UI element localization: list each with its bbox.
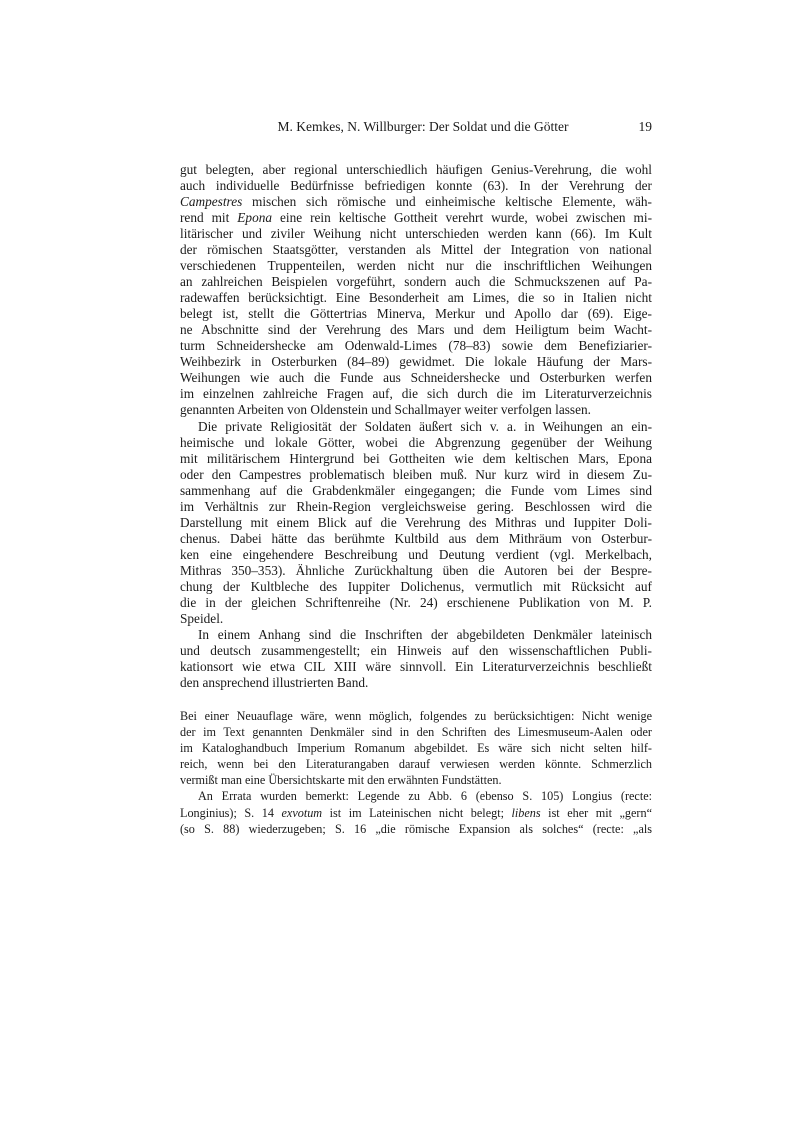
text-run: In einem Anhang sind die Inschriften der abgebildeten Denkmäler lateinisch (198, 626, 652, 642)
text-run: Mithras 350–353). Ähnliche Zurückhaltung üben die Autoren bei der Bespre- (180, 562, 652, 578)
text-line (180, 643, 652, 659)
text-run: kationsort wie etwa CIL XIII wäre sinnvoll. Ein Literaturverzeichnis beschließt (180, 658, 652, 674)
page-number: 19 (638, 119, 652, 134)
text-run: Weihungen wie auch die Funde aus Schneidershecke und Osterburken werfen (180, 370, 652, 386)
text-run: auch individuelle Bedürfnisse befriedigen konnte (63). In der Verehrung der (180, 178, 652, 194)
main-text (180, 162, 652, 691)
text-run: eine rein keltische Gottheit verehrt wurde, wobei zwischen mi- (272, 210, 652, 226)
text-run: litärischer und ziviler Weihung nicht unterschieden werden kann (66). Im Kult (180, 226, 652, 242)
text-run: Bei einer Neuauflage wäre, wenn möglich, folgendes zu berücksichtigen: Nicht wenige (180, 709, 652, 723)
text-line (180, 788, 652, 804)
text-line (180, 595, 652, 611)
text-line (180, 547, 652, 563)
text-line (180, 402, 652, 418)
text-run: und deutsch zusammengestellt; ein Hinweis auf den wissenschaftlichen Publi- (180, 642, 652, 658)
text-run: Die private Religiosität der Soldaten äußert sich v. a. in Weihungen an ein- (198, 418, 652, 434)
italic-term: Epona (237, 210, 273, 226)
text-run: den ansprechend illustrierten Band. (180, 675, 369, 690)
text-line (180, 675, 652, 691)
text-run: verschiedenen Truppenteilen, werden nicht nur die inschriftlichen Weihungen (180, 258, 652, 274)
text-line (180, 242, 652, 258)
italic-term: Campestres (180, 194, 243, 210)
text-line (180, 194, 652, 210)
text-run: Speidel. (180, 610, 224, 626)
text-run: mit militärischem Hintergrund bei Gottheiten wie dem keltischen Mars, Epona (180, 450, 652, 466)
text-line (180, 531, 652, 547)
text-line (180, 370, 652, 386)
text-run: ken eine eingehendere Beschreibung und Deutung verdient (vgl. Merkelbach, (180, 546, 652, 562)
text-line (180, 306, 652, 322)
text-run: ist im Lateinischen nicht belegt; (322, 805, 512, 820)
text-run: reich, wenn bei den Literaturangaben darauf verwiesen werden könnte. Schmerzlich (180, 757, 652, 772)
text-run: vermißt man eine Übersichtskarte mit den erwähnten Fundstätten. (180, 773, 502, 788)
text-run: belegt ist, stellt die Göttertrias Minerva, Merkur und Apollo dar (69). Eige- (180, 306, 652, 322)
notes-text (180, 708, 652, 837)
text-line (180, 258, 652, 274)
text-run: radewaffen berücksichtigt. Eine Besonderheit am Limes, die so in Italien nicht (180, 290, 652, 306)
text-line (180, 274, 652, 290)
text-line (180, 435, 652, 451)
text-run: sammenhang auf die Grabdenkmäler eingegangen; die Funde vom Limes sind (180, 482, 652, 498)
text-line (180, 805, 652, 821)
text-run: an zahlreichen Beispielen vorgeführt, sondern auch die Schmuckszenen auf Pa- (180, 274, 652, 290)
text-line (180, 162, 652, 178)
text-run: genannten Arbeiten von Oldenstein und Schallmayer weiter verfolgen lassen. (180, 402, 591, 418)
text-run: An Errata wurden bemerkt: Legende zu Abb. 6 (ebenso S. 105) Longius (recte: (198, 789, 652, 804)
text-line (180, 290, 652, 306)
text-run: heimische und lokale Götter, wobei die Abgrenzung gegenüber der Weihung (180, 434, 652, 450)
text-run: im einzelnen zahlreiche Fragen auf, die sich durch die im Literaturverzeichnis (180, 386, 652, 402)
text-line (180, 740, 652, 756)
text-run: ist eher mit „gern“ (540, 805, 652, 820)
text-line (180, 467, 652, 483)
text-run: Weihbezirk in Osterburken (84–89) gewidmet. Die lokale Häufung der Mars- (180, 354, 652, 370)
text-line (180, 708, 652, 724)
text-line (180, 659, 652, 675)
running-header (180, 119, 652, 137)
text-run: im Kataloghandbuch Imperium Romanum abgebildet. Es wäre sich nicht selten hilf- (180, 741, 652, 756)
text-line (180, 756, 652, 772)
text-line (180, 419, 652, 435)
text-line (180, 338, 652, 354)
text-line (180, 354, 652, 370)
italic-term: libens (511, 805, 541, 820)
text-line (180, 451, 652, 467)
text-line (180, 322, 652, 338)
text-line (180, 483, 652, 499)
running-title: M. Kemkes, N. Willburger: Der Soldat und die Götter (277, 119, 569, 134)
text-run: die in der gleichen Schriftenreihe (Nr. 24) erschienene Publikation von M. P. (180, 594, 652, 610)
text-line (180, 611, 652, 627)
text-run: mischen sich römische und einheimische keltische Elemente, wäh- (242, 194, 652, 210)
text-run: Longinius); S. 14 (180, 805, 282, 820)
text-run: ne Abschnitte sind der Verehrung des Mars und dem Heiligtum beim Wacht- (180, 322, 652, 338)
text-line (180, 563, 652, 579)
text-run: chung der Kultbleche des Iuppiter Dolichenus, vermutlich mit Rücksicht auf (180, 578, 652, 594)
text-line (180, 627, 652, 643)
text-run: rend mit (180, 210, 238, 226)
text-run: der im Text genannten Denkmäler sind in den Schriften des Limesmuseum-Aalen oder (180, 725, 652, 740)
text-line (180, 226, 652, 242)
text-line (180, 821, 652, 837)
text-run: gut belegten, aber regional unterschiedlich häufigen Genius-Verehrung, die wohl (180, 162, 652, 177)
text-run: der römischen Staatsgötter, verstanden als Mittel der Integration von national (180, 242, 652, 258)
text-run: im Verhältnis zur Rhein-Region vergleichsweise gering. Beschlossen wird die (180, 498, 652, 514)
text-run: oder den Campestres problematisch bleiben muß. Nur kurz wird in diesem Zu- (180, 466, 652, 482)
text-line (180, 386, 652, 402)
text-line (180, 210, 652, 226)
text-run: turm Schneidershecke am Odenwald-Limes (78–83) sowie dem Benefiziarier- (180, 338, 652, 354)
text-line (180, 724, 652, 740)
text-run: (so S. 88) wiederzugeben; S. 16 „die römische Expansion als solches“ (recte: „als (180, 821, 652, 836)
text-run: Darstellung mit einem Blick auf die Verehrung des Mithras und Iuppiter Doli- (180, 514, 652, 530)
italic-term: exvotum (281, 805, 323, 820)
text-line (180, 178, 652, 194)
text-run: chenus. Dabei hätte das berühmte Kultbild aus dem Mithräum von Osterbur- (180, 530, 652, 546)
text-line (180, 579, 652, 595)
text-line (180, 499, 652, 515)
text-line (180, 772, 652, 788)
text-line (180, 515, 652, 531)
